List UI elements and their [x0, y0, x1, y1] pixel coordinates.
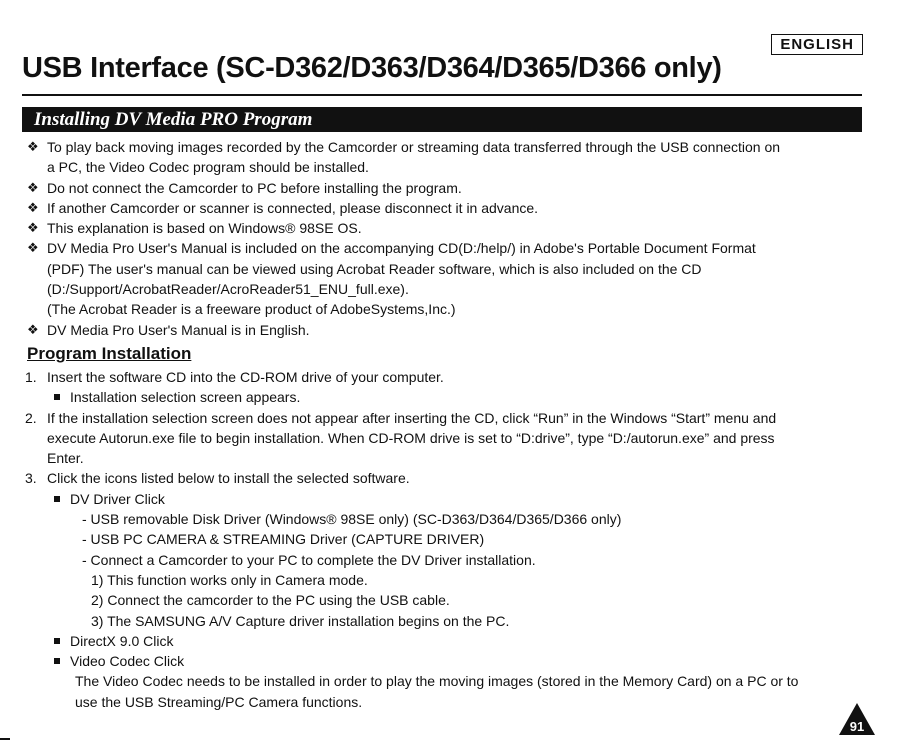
- dv-dash-line: - USB PC CAMERA & STREAMING Driver (CAPTURE DRIVER): [82, 531, 485, 548]
- section-title: Installing DV Media PRO Program: [34, 109, 313, 130]
- directx-text: DirectX 9.0 Click: [70, 632, 174, 649]
- video-codec-text: Video Codec Click: [70, 653, 185, 670]
- page-title: USB Interface (SC-D362/D363/D364/D365/D366 only): [22, 52, 722, 84]
- four-diamond-bullet-icon: ❖: [27, 199, 39, 215]
- section-header-bar: [22, 107, 862, 132]
- square-bullet-icon: [54, 658, 60, 664]
- intro-list-item-line: DV Media Pro User's Manual is in English.: [47, 321, 310, 338]
- step-1-text: Insert the software CD into the CD-ROM drive of your computer.: [47, 368, 444, 385]
- step-number: 1.: [25, 368, 37, 385]
- dv-step-line: 2) Connect the camcorder to the PC using the USB cable.: [91, 592, 450, 609]
- step-1-sub-item: [27, 387, 867, 407]
- directx-item: [27, 631, 867, 651]
- program-installation-heading: Program Installation: [27, 343, 192, 363]
- intro-list-item: [27, 137, 867, 178]
- four-diamond-bullet-icon: ❖: [27, 220, 39, 236]
- intro-list-item: [27, 238, 867, 319]
- video-codec-line: use the USB Streaming/PC Camera functions.: [75, 693, 363, 710]
- intro-list-item-line: (PDF) The user's manual can be viewed using Acrobat Reader software, which is also included on the CD: [47, 260, 702, 277]
- intro-list-item-line: (The Acrobat Reader is a freeware product of AdobeSystems,Inc.): [47, 301, 456, 318]
- intro-list: [27, 137, 867, 340]
- dv-step-line: 1) This function works only in Camera mode.: [91, 571, 368, 588]
- dv-driver-item: [27, 489, 867, 509]
- step-1-sub-text: Installation selection screen appears.: [70, 389, 301, 406]
- triangle-page-badge-icon: [838, 702, 876, 736]
- step-3: [27, 468, 867, 488]
- language-badge: ENGLISH: [771, 34, 863, 55]
- dv-driver-text: DV Driver Click: [70, 490, 165, 507]
- step-number: 3.: [25, 470, 37, 487]
- square-bullet-icon: [54, 638, 60, 644]
- four-diamond-bullet-icon: ❖: [27, 179, 39, 195]
- intro-list-item: [27, 178, 867, 198]
- four-diamond-bullet-icon: ❖: [27, 321, 39, 337]
- square-bullet-icon: [54, 394, 60, 400]
- intro-list-item-line: To play back moving images recorded by the Camcorder or streaming data transferred through the USB connection on: [47, 139, 781, 155]
- square-bullet-icon: [54, 496, 60, 502]
- intro-list-item-line: Do not connect the Camcorder to PC before installing the program.: [47, 179, 462, 196]
- corner-mark: [0, 738, 10, 740]
- intro-list-item: [27, 198, 867, 218]
- step-2-line-2: execute Autorun.exe file to begin installation. When CD-ROM drive is set to “D:drive”, type “D:/autorun.exe” and press: [47, 429, 775, 446]
- step-2-line-1: If the installation selection screen does not appear after inserting the CD, click “Run” in the Windows “Start” menu and: [47, 409, 777, 426]
- step-2: [27, 408, 867, 469]
- dv-dash-line: - Connect a Camcorder to your PC to complete the DV Driver installation.: [82, 551, 536, 568]
- video-codec-line: The Video Codec needs to be installed in order to play the moving images (stored in the Memory Card) on a PC or to: [75, 673, 799, 690]
- dv-dash-line: - USB removable Disk Driver (Windows® 98SE only) (SC-D363/D364/D365/D366 only): [82, 511, 622, 528]
- intro-list-item: [27, 218, 867, 238]
- intro-list-item-line: a PC, the Video Codec program should be installed.: [47, 159, 369, 176]
- step-number: 2.: [25, 409, 37, 426]
- step-3-text: Click the icons listed below to install the selected software.: [47, 470, 410, 487]
- intro-list-item-line: If another Camcorder or scanner is connected, please disconnect it in advance.: [47, 199, 539, 216]
- page-number: 91: [849, 719, 865, 734]
- title-rule: [22, 94, 862, 96]
- step-2-line-3: Enter.: [47, 450, 84, 467]
- intro-list-item-line: (D:/Support/AcrobatReader/AcroReader51_ENU_full.exe).: [47, 281, 409, 298]
- intro-list-item: [27, 320, 867, 340]
- video-codec-item: [27, 651, 867, 671]
- intro-list-item-line: This explanation is based on Windows® 98SE OS.: [47, 220, 362, 237]
- four-diamond-bullet-icon: ❖: [27, 240, 39, 256]
- document-body: [27, 137, 867, 712]
- dv-step-line: 3) The SAMSUNG A/V Capture driver installation begins on the PC.: [91, 612, 510, 629]
- intro-list-item-line: DV Media Pro User's Manual is included on the accompanying CD(D:/help/) in Adobe's Portable Document Format: [47, 240, 756, 257]
- four-diamond-bullet-icon: ❖: [27, 139, 39, 154]
- step-1: [27, 367, 867, 387]
